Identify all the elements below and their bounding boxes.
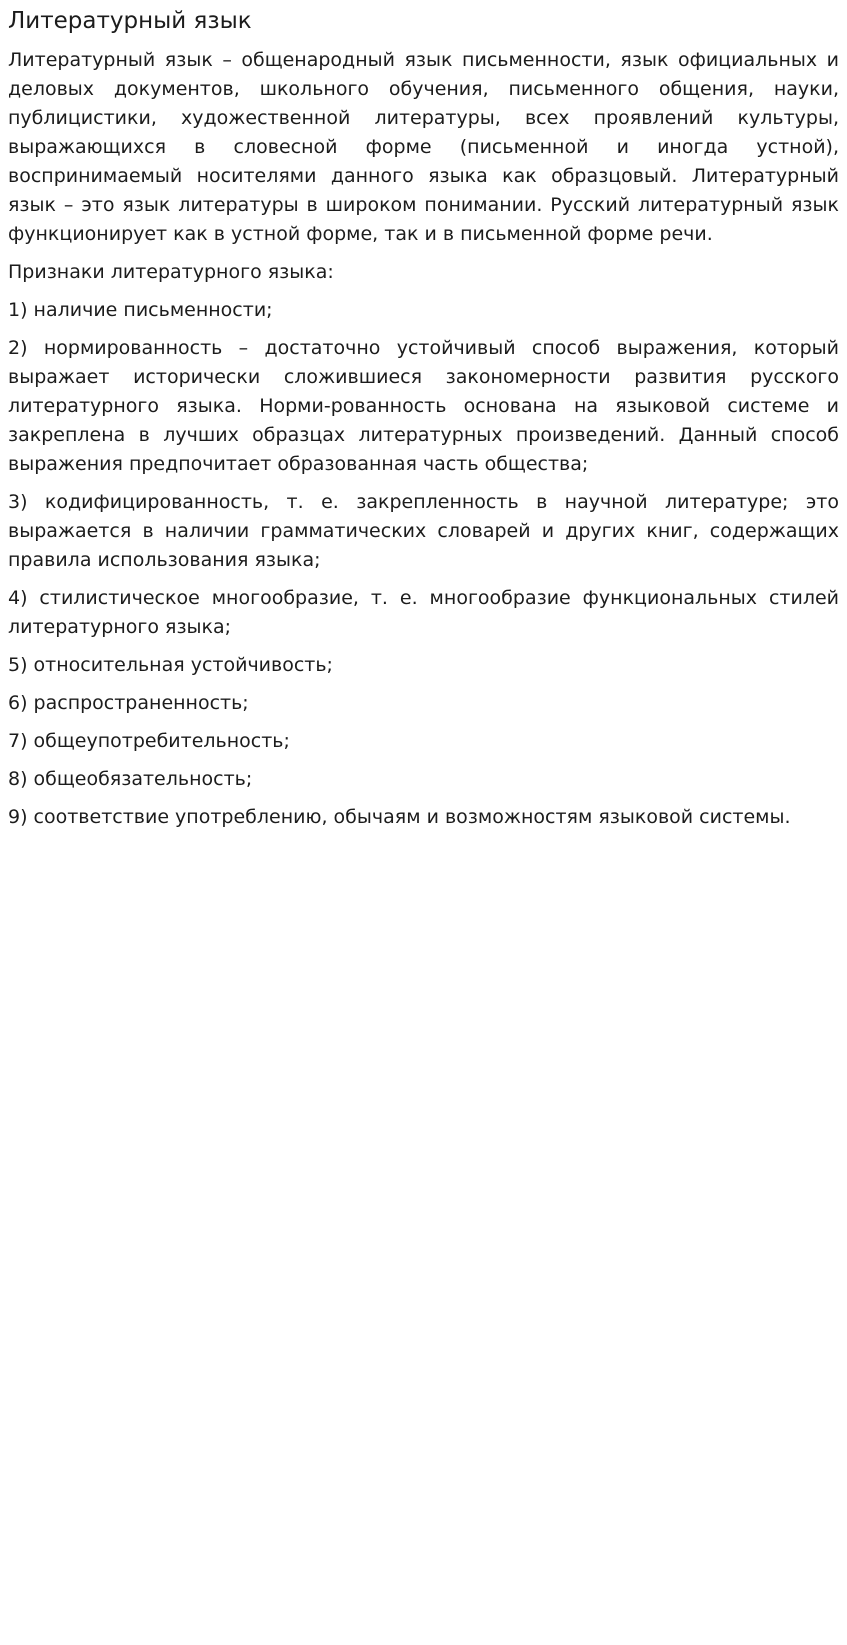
features-heading: Признаки литературного языка: xyxy=(8,261,334,283)
page-title: Литературный язык xyxy=(8,8,252,34)
feature-item-1: 1) наличие письменности; xyxy=(8,299,273,321)
feature-item-5: 5) относительная устойчивость; xyxy=(8,654,333,676)
feature-item-2: 2) нормированность – достаточно устойчивый способ выражения, который выражает исторически сложившиеся закономерности развития русского литературного языка. Норми-рованность основана на языковой системе и закреплена в лучших образцах литературных произведений. Данный способ выражения предпочитает образованная часть общества; xyxy=(8,337,839,475)
feature-item-4: 4) стилистическое многообразие, т. е. многообразие функциональных стилей литературного языка; xyxy=(8,587,839,638)
feature-item-3: 3) кодифицированность, т. е. закрепленность в научной литературе; это выражается в наличии грамматических словарей и других книг, содержащих правила использования языка; xyxy=(8,491,839,571)
feature-item-7: 7) общеупотребительность; xyxy=(8,730,290,752)
intro-paragraph: Литературный язык – общенародный язык письменности, язык официальных и деловых документов, школьного обучения, письменного общения, науки, публицистики, художественной литературы, всех проявлений культуры, выражающихся в словесной форме (письменной и иногда устной), воспринимаемый носителями данного языка как образцовый. Литературный язык – это язык литературы в широком понимании. Русский литературный язык функционирует как в устной форме, так и в письменной форме речи. xyxy=(8,49,839,245)
feature-item-8: 8) общеобязательность; xyxy=(8,768,253,790)
feature-item-6: 6) распространенность; xyxy=(8,692,249,714)
feature-item-9: 9) соответствие употреблению, обычаям и возможностям языковой системы. xyxy=(8,806,791,828)
